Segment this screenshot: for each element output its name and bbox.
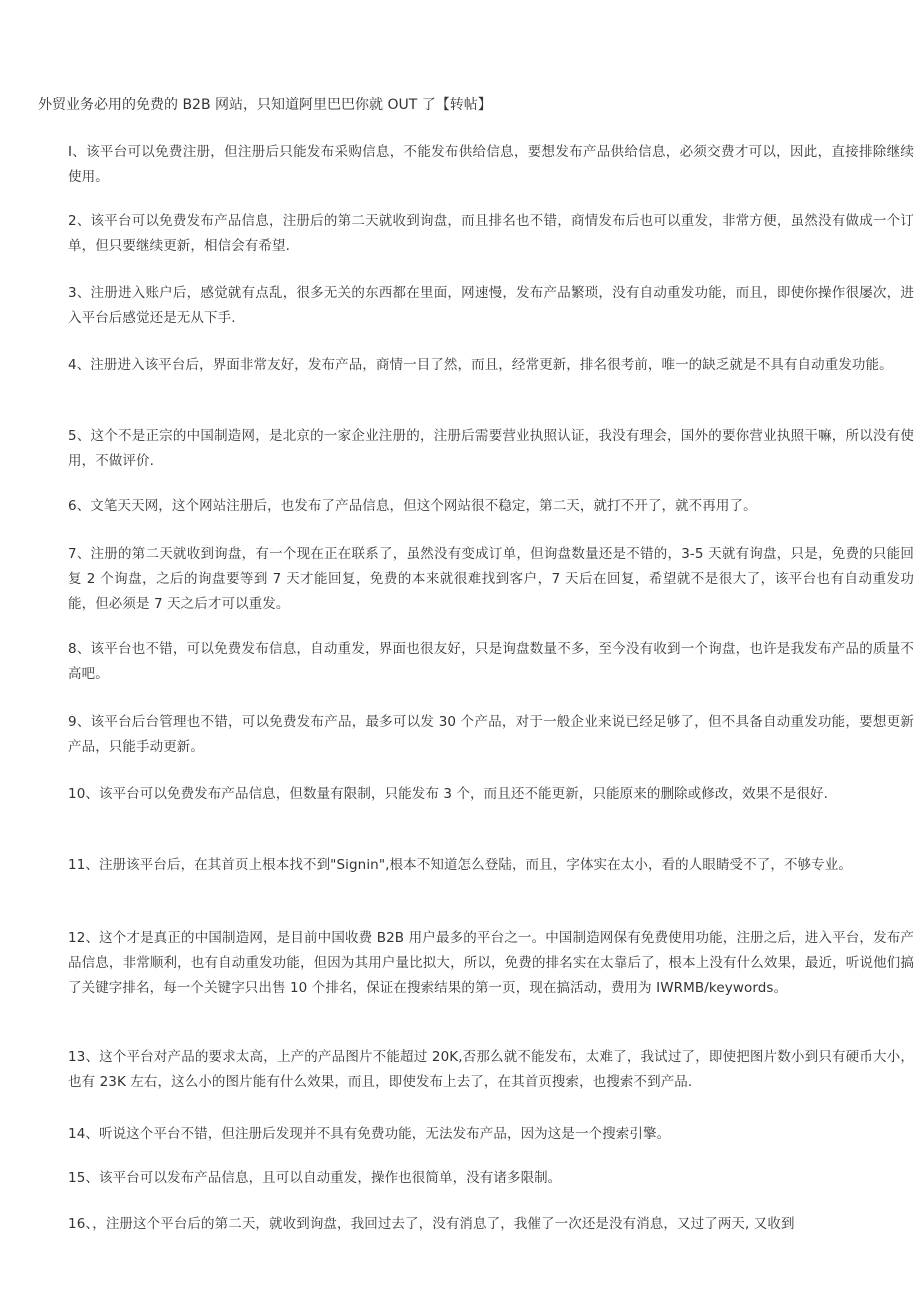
- paragraph-3: 3、注册进入账户后，感觉就有点乱，很多无关的东西都在里面，网速慢，发布产品繁琐，没有自动重发功能，而且，即使你操作很屡次，进入平台后感觉还是无从下手.: [68, 285, 914, 326]
- document-title: 外贸业务必用的免费的 B2B 网站，只知道阿里巴巴你就 OUT 了【转帖】: [38, 97, 492, 113]
- paragraph-14: 14、听说这个平台不错，但注册后发现并不具有免费功能，无法发布产品，因为这是一个搜索引擎。: [68, 1126, 671, 1142]
- paragraph-5: 5、这个不是正宗的中国制造网，是北京的一家企业注册的，注册后需要营业执照认证，我没有理会，国外的要你营业执照干嘛，所以没有使用，不做评价.: [68, 428, 914, 469]
- paragraph-2: 2、该平台可以免费发布产品信息，注册后的第二天就收到询盘，而且排名也不错，商情发布后也可以重发，非常方便，虽然没有做成一个订单，但只要继续更新，相信会有希望.: [68, 213, 914, 254]
- paragraph-4: 4、注册进入该平台后，界面非常友好，发布产品，商情一目了然，而且，经常更新，排名很考前，唯一的缺乏就是不具有自动重发功能。: [68, 357, 893, 373]
- paragraph-16: 16、，注册这个平台后的第二天，就收到询盘，我回过去了，没有消息了，我催了一次还是没有消息，又过了两天, 又收到: [68, 1216, 795, 1232]
- paragraph-9: 9、该平台后台管理也不错，可以免费发布产品，最多可以发 30 个产品，对于一般企业来说已经足够了，但不具备自动重发功能，要想更新产品，只能手动更新。: [68, 714, 914, 755]
- paragraph-6: 6、文笔天天网，这个网站注册后，也发布了产品信息，但这个网站很不稳定，第二天，就打不开了，就不再用了。: [68, 498, 757, 514]
- paragraph-7: 7、注册的第二天就收到询盘，有一个现在正在联系了，虽然没有变成订单，但询盘数量还是不错的，3-5 天就有询盘，只是，免费的只能回复 2 个询盘，之后的询盘要等到 7 天才能回复，免费的本来就很难找到客户，7 天后在回复，希望就不是很大了，该平台也有自动重发功能，但必须是 7 天之后才可以重发。: [68, 546, 914, 612]
- paragraph-1: I、该平台可以免费注册，但注册后只能发布采购信息，不能发布供给信息，要想发布产品供给信息，必须交费才可以，因此，直接排除继续使用。: [68, 144, 914, 185]
- paragraph-13: 13、这个平台对产品的要求太高，上产的产品图片不能超过 20K,否那么就不能发布，太难了，我试过了，即使把图片数小到只有硬币大小，也有 23K 左右，这么小的图片能有什么效果，而且，即使发布上去了，在其首页搜索，也搜索不到产品.: [68, 1049, 914, 1090]
- paragraph-8: 8、该平台也不错，可以免费发布信息，自动重发，界面也很友好，只是询盘数量不多，至今没有收到一个询盘，也许是我发布产品的质量不高吧。: [68, 641, 914, 682]
- paragraph-12: 12、这个才是真正的中国制造网，是目前中国收费 B2B 用户最多的平台之一。中国制造网保有免费使用功能，注册之后，进入平台，发布产品信息，非常顺利，也有自动重发功能，但因为其用户量比拟大，所以，免费的排名实在太靠后了，根本上没有什么效果，最近，听说他们搞了关键字排名，每一个关键字只出售 10 个排名，保证在搜索结果的第一页，现在搞活动，费用为 IWRMB/keywords。: [68, 930, 914, 996]
- paragraph-15: 15、该平台可以发布产品信息，且可以自动重发，操作也很简单，没有诸多限制。: [68, 1170, 562, 1186]
- paragraph-10: 10、该平台可以免费发布产品信息，但数量有限制，只能发布 3 个，而且还不能更新，只能原来的删除或修改，效果不是很好.: [68, 786, 829, 802]
- paragraph-11: 11、注册该平台后，在其首页上根本找不到"Signin",根本不知道怎么登陆，而且，字体实在太小，看的人眼睛受不了，不够专业。: [68, 857, 852, 873]
